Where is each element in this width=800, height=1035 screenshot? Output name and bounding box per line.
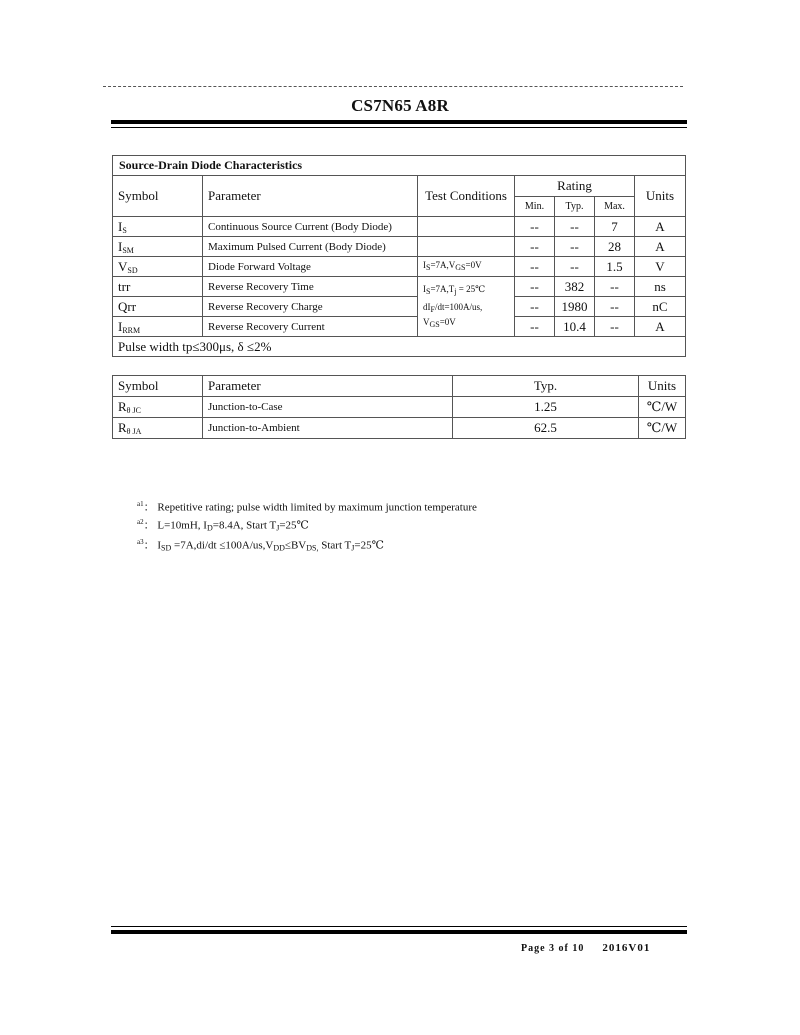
min-cell: -- xyxy=(515,237,555,257)
max-cell: -- xyxy=(595,317,635,337)
symbol-cell: $R_{\theta JA}$ xyxy=(113,418,203,439)
header-rule-thin xyxy=(111,127,687,128)
table-row xyxy=(113,397,686,418)
unit-cell: ℃/W xyxy=(639,397,686,418)
table-row xyxy=(113,257,686,277)
table-row xyxy=(113,277,686,297)
max-cell: -- xyxy=(595,277,635,297)
condition-cell: $I_S=7A,V_{GS}=0V$ xyxy=(418,257,515,277)
page-number: Page 3 of 10 xyxy=(521,943,585,954)
unit-cell: V xyxy=(635,257,686,277)
symbol-cell: $V_{SD}$ xyxy=(113,257,203,277)
footer-rule-thick xyxy=(111,930,687,934)
document-title: CS7N65 A8R xyxy=(351,96,449,115)
col-rating: Rating xyxy=(515,176,635,197)
symbol-cell: Qrr xyxy=(113,297,203,317)
section-title: Source-Drain Diode Characteristics xyxy=(113,156,686,176)
col-typ: Typ. xyxy=(453,376,639,397)
revision: 2016V01 xyxy=(602,942,651,954)
symbol-cell: trr xyxy=(113,277,203,297)
symbol-cell: $I_{SM}$ xyxy=(113,237,203,257)
condition-cell xyxy=(418,237,515,257)
max-cell: 1.5 xyxy=(595,257,635,277)
col-test-conditions: Test Conditions xyxy=(418,176,515,217)
table-row xyxy=(113,237,686,257)
col-min: Min. xyxy=(515,197,555,217)
col-symbol: Symbol xyxy=(113,176,203,217)
unit-cell: ℃/W xyxy=(639,418,686,439)
parameter-cell: Diode Forward Voltage xyxy=(203,257,418,277)
page-footer xyxy=(521,942,650,954)
header-rule-thick xyxy=(111,120,687,124)
typ-cell: 10.4 xyxy=(555,317,595,337)
col-symbol: Symbol xyxy=(113,376,203,397)
footnotes xyxy=(137,497,477,556)
symbol-cell: $R_{\theta JC}$ xyxy=(113,397,203,418)
col-max: Max. xyxy=(595,197,635,217)
col-parameter: Parameter xyxy=(203,376,453,397)
typ-cell: 1.25 xyxy=(453,397,639,418)
unit-cell: ns xyxy=(635,277,686,297)
table-row xyxy=(113,217,686,237)
typ-cell: 1980 xyxy=(555,297,595,317)
typ-cell: -- xyxy=(555,237,595,257)
min-cell: -- xyxy=(515,277,555,297)
max-cell: 28 xyxy=(595,237,635,257)
header-dashed-line xyxy=(103,86,683,87)
parameter-cell: Reverse Recovery Charge xyxy=(203,297,418,317)
typ-cell: -- xyxy=(555,217,595,237)
unit-cell: A xyxy=(635,317,686,337)
parameter-cell: Reverse Recovery Current xyxy=(203,317,418,337)
diode-characteristics-table xyxy=(112,155,686,357)
thermal-resistance-table xyxy=(112,375,686,439)
footer-rule-thin xyxy=(111,926,687,927)
typ-cell: 62.5 xyxy=(453,418,639,439)
unit-cell: A xyxy=(635,237,686,257)
col-units: Units xyxy=(639,376,686,397)
symbol-cell: $I_S$ xyxy=(113,217,203,237)
min-cell: -- xyxy=(515,257,555,277)
max-cell: -- xyxy=(595,297,635,317)
condition-cell xyxy=(418,217,515,237)
table-row xyxy=(113,297,686,317)
min-cell: -- xyxy=(515,317,555,337)
parameter-cell: Continuous Source Current (Body Diode) xyxy=(203,217,418,237)
min-cell: -- xyxy=(515,217,555,237)
unit-cell: A xyxy=(635,217,686,237)
parameter-cell: Maximum Pulsed Current (Body Diode) xyxy=(203,237,418,257)
footnote-a3: $^{a3}$： $I_{SD} =7A,di/dt \le 100A/us,V_{DD}\le BV_{DS,}$ Start $T_J=25℃$ xyxy=(137,538,384,553)
max-cell: 7 xyxy=(595,217,635,237)
typ-cell: -- xyxy=(555,257,595,277)
typ-cell: 382 xyxy=(555,277,595,297)
col-typ: Typ. xyxy=(555,197,595,217)
pulse-width-note: Pulse width tp≤300μs, δ ≤2% xyxy=(113,337,686,357)
parameter-cell: Junction-to-Ambient xyxy=(203,418,453,439)
min-cell: -- xyxy=(515,297,555,317)
col-units: Units xyxy=(635,176,686,217)
unit-cell: nC xyxy=(635,297,686,317)
table-row xyxy=(113,418,686,439)
col-parameter: Parameter xyxy=(203,176,418,217)
parameter-cell: Junction-to-Case xyxy=(203,397,453,418)
footnote-a1: $^{a1}$： Repetitive rating; pulse width limited by maximum junction temperature xyxy=(137,500,477,514)
symbol-cell: $I_{RRM}$ xyxy=(113,317,203,337)
parameter-cell: Reverse Recovery Time xyxy=(203,277,418,297)
condition-cell: $I_S=7A,T_j$ = 25℃ $dI_F/dt=100A/us$, $V_{GS}=0V$ xyxy=(418,277,515,337)
footnote-a2: $^{a2}$： L=10mH, $I_D=8.4A$, Start $T_J=25℃$ xyxy=(137,517,309,533)
table-row xyxy=(113,317,686,337)
